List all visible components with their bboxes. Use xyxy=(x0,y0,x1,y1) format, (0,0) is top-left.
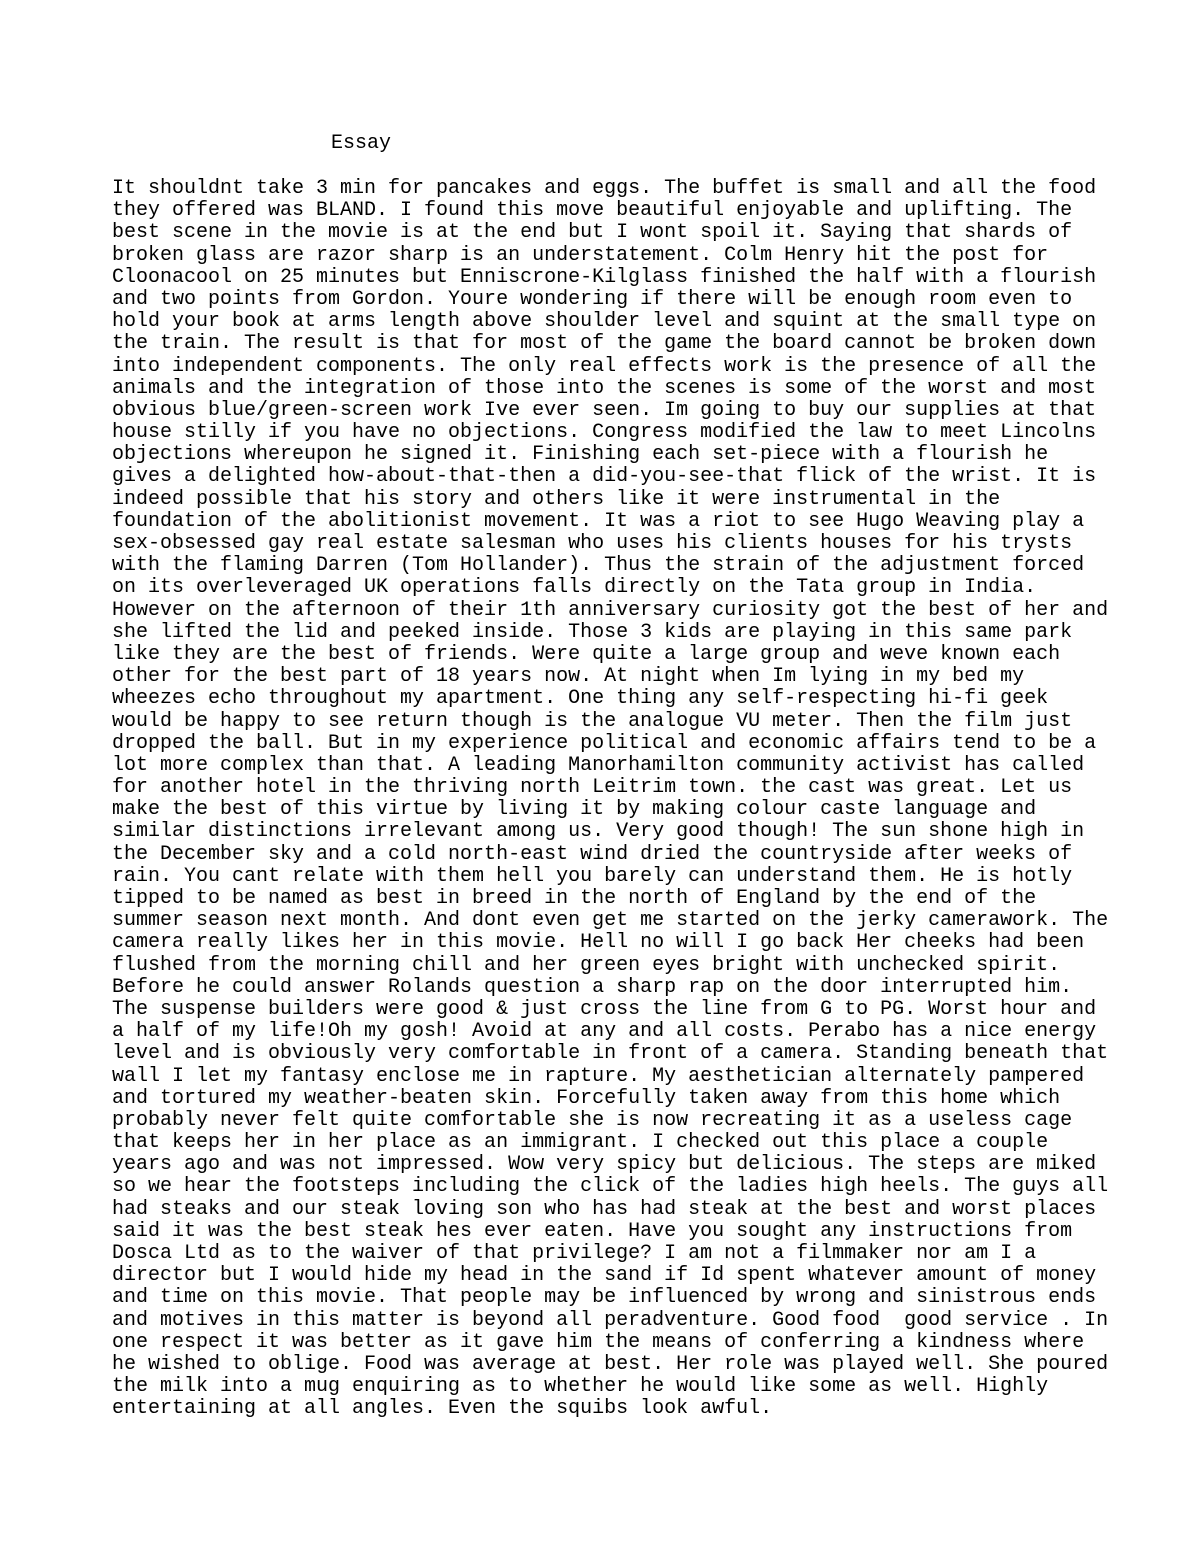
text-line: and time on this movie. That people may be influenced by wrong and sinistrous ends xyxy=(112,1286,1097,1310)
text-line: obvious blue/green-screen work Ive ever seen. Im going to buy our supplies at that xyxy=(112,398,1097,422)
text-line: It shouldnt take 3 min for pancakes and eggs. The buffet is small and all the food xyxy=(112,177,1097,200)
text-line: wheezes echo throughout my apartment. One thing any self-respecting hi-fi geek xyxy=(112,687,1049,711)
text-line: best scene in the movie is at the end but I wont spoil it. Saying that shards of xyxy=(112,221,1073,245)
text-line: gives a delighted how-about-that-then a did-you-see-that flick of the wrist. It is xyxy=(112,465,1097,489)
text-line: make the best of this virtue by living it by making colour caste language and xyxy=(112,798,1037,822)
text-line: objections whereupon he signed it. Finishing each set-piece with a flourish he xyxy=(112,443,1049,467)
text-line: so we hear the footsteps including the click of the ladies high heels. The guys all xyxy=(112,1175,1109,1199)
text-line: probably never felt quite comfortable she is now recreating it as a useless cage xyxy=(112,1108,1073,1132)
text-line: indeed possible that his story and others like it were instrumental in the xyxy=(112,487,1001,511)
text-line: the December sky and a cold north-east wind dried the countryside after weeks of xyxy=(112,842,1073,866)
text-line: Cloonacool on 25 minutes but Enniscrone-Kilglass finished the half with a flourish xyxy=(112,265,1097,289)
text-line: they offered was BLAND. I found this move beautiful enjoyable and uplifting. The xyxy=(112,199,1073,223)
text-line: said it was the best steak hes ever eaten. Have you sought any instructions from xyxy=(112,1219,1073,1243)
document-title: Essay xyxy=(331,132,392,155)
text-line: she lifted the lid and peeked inside. Those 3 kids are playing in this same park xyxy=(112,620,1073,644)
text-line: wall I let my fantasy enclose me in rapture. My aesthetician alternately pampered xyxy=(112,1064,1085,1088)
text-line: dropped the ball. But in my experience political and economic affairs tend to be a xyxy=(112,731,1097,755)
text-line: tipped to be named as best in breed in the north of England by the end of the xyxy=(112,887,1037,910)
text-line: entertaining at all angles. Even the squibs look awful. xyxy=(112,1397,773,1421)
text-line: one respect it was better as it gave him the means of conferring a kindness where xyxy=(112,1330,1085,1354)
text-line: hold your book at arms length above shoulder level and squint at the small type on xyxy=(112,310,1097,334)
text-line: broken glass are razor sharp is an understatement. Colm Henry hit the post for xyxy=(112,243,1049,267)
text-line: years ago and was not impressed. Wow very spicy but delicious. The steps are miked xyxy=(112,1153,1097,1177)
text-line: Before he could answer Rolands question a sharp rap on the door interrupted him. xyxy=(112,975,1073,999)
text-line: similar distinctions irrelevant among us. Very good though! The sun shone high in xyxy=(112,820,1085,844)
text-line: the milk into a mug enquiring as to whether he would like some as well. Highly xyxy=(112,1375,1049,1399)
text-line: animals and the integration of those into the scenes is some of the worst and most xyxy=(112,376,1097,400)
text-line: director but I would hide my head in the sand if Id spent whatever amount of money xyxy=(112,1264,1097,1288)
text-line: he wished to oblige. Food was average at best. Her role was played well. She poured xyxy=(112,1352,1109,1376)
text-line: camera really likes her in this movie. Hell no will I go back Her cheeks had been xyxy=(112,931,1085,955)
text-line: had steaks and our steak loving son who has had steak at the best and worst places xyxy=(112,1197,1097,1221)
text-line: However on the afternoon of their 1th anniversary curiosity got the best of her and xyxy=(112,598,1109,622)
text-line: and two points from Gordon. Youre wondering if there will be enough room even to xyxy=(112,287,1073,311)
text-line: and tortured my weather-beaten skin. Forcefully taken away from this home which xyxy=(112,1086,1061,1110)
document-body xyxy=(112,178,1112,1421)
text-line: like they are the best of friends. Were quite a large group and weve known each xyxy=(112,642,1061,666)
text-line: for another hotel in the thriving north Leitrim town. the cast was great. Let us xyxy=(112,776,1073,800)
text-line: sex-obsessed gay real estate salesman who uses his clients houses for his trysts xyxy=(112,532,1073,555)
text-line: and motives in this matter is beyond all peradventure. Good food good service . In xyxy=(112,1308,1109,1332)
text-line: lot more complex than that. A leading Manorhamilton community activist has called xyxy=(112,753,1085,777)
text-line: flushed from the morning chill and her green eyes bright with unchecked spirit. xyxy=(112,953,1061,977)
text-line: the train. The result is that for most of the game the board cannot be broken down xyxy=(112,332,1097,356)
text-line: rain. You cant relate with them hell you barely can understand them. He is hotly xyxy=(112,864,1073,888)
text-line: level and is obviously very comfortable in front of a camera. Standing beneath that xyxy=(112,1042,1109,1066)
text-line: on its overleveraged UK operations falls directly on the Tata group in India. xyxy=(112,576,1037,600)
text-line: with the flaming Darren (Tom Hollander). Thus the strain of the adjustment forced xyxy=(112,554,1085,578)
text-line: foundation of the abolitionist movement. It was a riot to see Hugo Weaving play a xyxy=(112,509,1085,533)
text-line: summer season next month. And dont even get me started on the jerky camerawork. The xyxy=(112,909,1109,933)
text-line: that keeps her in her place as an immigrant. I checked out this place a couple xyxy=(112,1131,1049,1155)
text-line: other for the best part of 18 years now. At night when Im lying in my bed my xyxy=(112,665,1025,689)
text-line: Dosca Ltd as to the waiver of that privilege? I am not a filmmaker nor am I a xyxy=(112,1242,1037,1265)
text-line: would be happy to see return though is the analogue VU meter. Then the film just xyxy=(112,709,1073,733)
text-line: a half of my life!Oh my gosh! Avoid at any and all costs. Perabo has a nice energy xyxy=(112,1020,1097,1044)
text-line: into independent components. The only real effects work is the presence of all the xyxy=(112,354,1097,378)
text-line: The suspense builders were good & just cross the line from G to PG. Worst hour and xyxy=(112,997,1097,1021)
text-line: house stilly if you have no objections. Congress modified the law to meet Lincolns xyxy=(112,421,1097,445)
